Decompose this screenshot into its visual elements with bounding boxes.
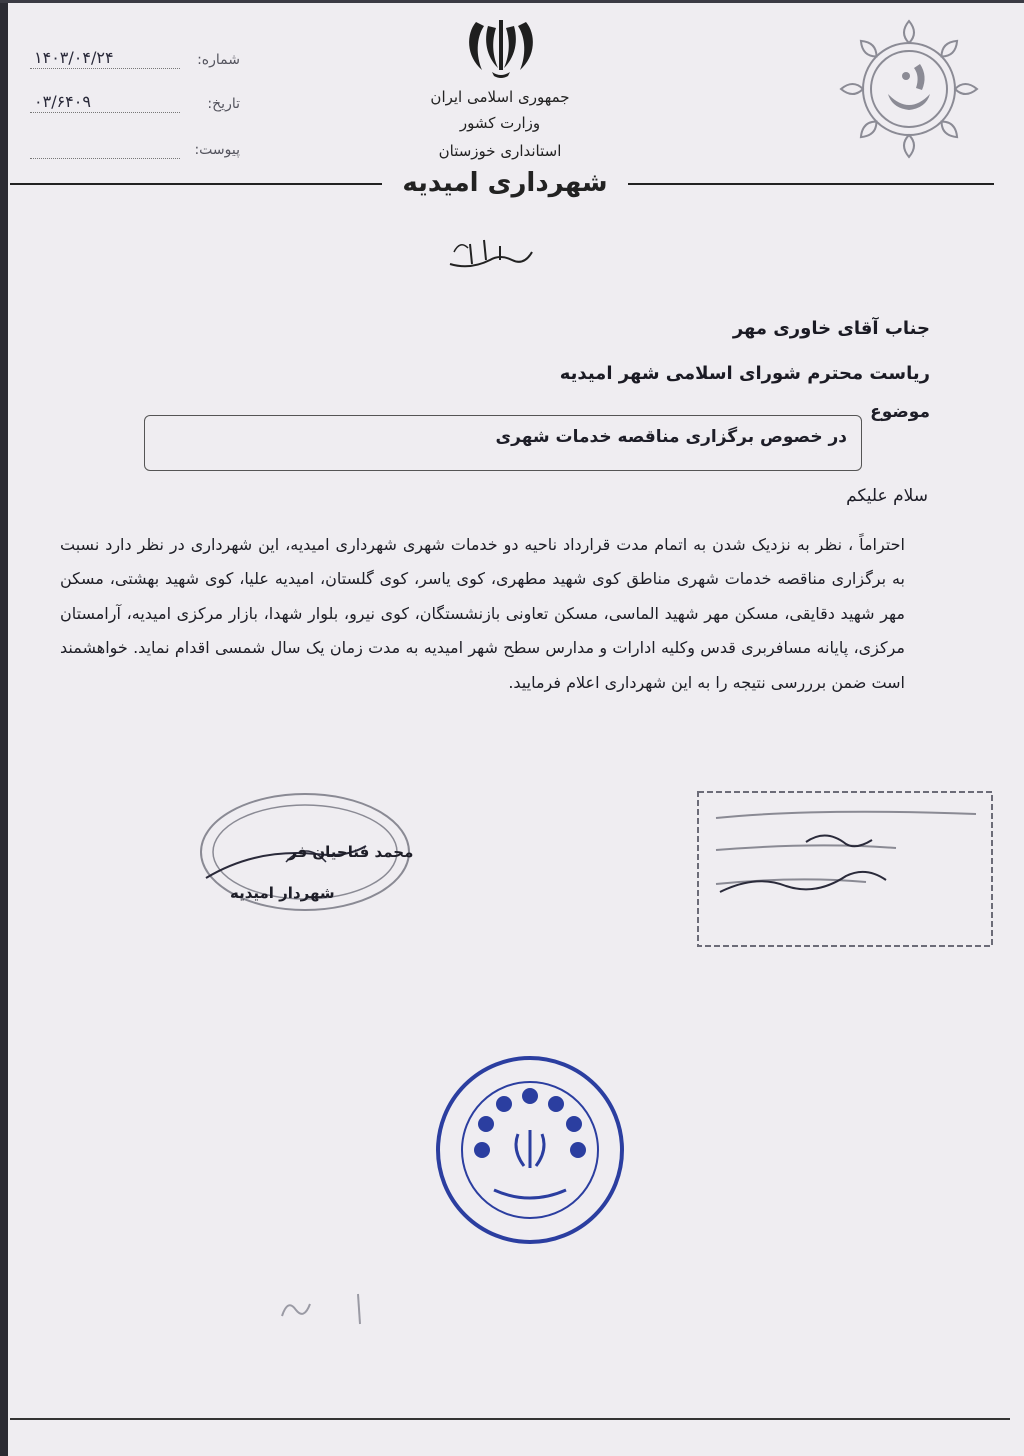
subject-label: موضوع	[870, 402, 930, 422]
city-council-seal	[432, 1050, 628, 1250]
header-rule-right	[628, 183, 994, 185]
subject-box	[144, 415, 862, 471]
dotted-line	[30, 158, 180, 159]
signer-name: محمد فتاحیان فر	[288, 843, 414, 861]
header-ministry: وزارت کشور	[459, 114, 541, 132]
dotted-line	[30, 68, 180, 69]
scan-edge-top	[0, 0, 1024, 3]
scan-edge-left	[0, 0, 8, 1456]
municipality-logo	[836, 16, 982, 162]
header-country: جمهوری اسلامی ایران	[430, 88, 570, 106]
salutation: سلام علیکم	[846, 486, 928, 506]
letter-attachment-field	[20, 142, 240, 164]
letter-body: احتراماً ، نظر به نزدیک شدن به اتمام مدت قرارداد ناحیه دو خدمات شهری شهرداری امیدیه، این شهرداری در نظر دارد نسبت به برگزاری مناقصه خدمات شهری مناطق کوی شهید مطهری، کوی یاسر، کوی گلستان، امیدیه علیا، کوی شهید بهشتی، مسکن مهر شهید دقایقی، مسکن مهر شهید الماسی، مسکن تعاونی بازنشستگان، کوی نیرو، بلوار شهدا، بازار مرکزی امیدیه، آرامستان مرکزی، پایانه مسافربری قدس وکلیه ادارات و مدارس سطح شهر امیدیه به مدت زمان یک سال شمسی اقدام نماید. خواهشمند است ضمن برررسی نتیجه را به این شهرداری اعلام فرمایید.	[60, 535, 905, 692]
iran-emblem-icon	[462, 16, 540, 82]
header-rule-left	[10, 183, 382, 185]
recipient-position: ریاست محترم شورای اسلامی شهر امیدیه	[559, 363, 930, 384]
handwritten-note	[274, 1280, 374, 1330]
letter-date-label: تاریخ:	[207, 96, 240, 112]
letter-number-label: شماره:	[197, 52, 240, 68]
letter-date-field	[20, 92, 240, 118]
letter-number-field	[20, 48, 240, 74]
recipient-name: جناب آقای خاوری مهر	[732, 318, 930, 339]
secretariat-received-stamp	[696, 788, 996, 948]
letter-number-value: ۱۴۰۳/۰۴/۲۴	[34, 48, 114, 67]
footer-rule	[10, 1418, 1010, 1420]
subject-text: در خصوص برگزاری مناقصه خدمات شهری	[495, 427, 847, 447]
bismillah-calligraphy	[440, 230, 540, 280]
signer-title: شهردار امیدیه	[230, 884, 335, 902]
header-province: استانداری خوزستان	[438, 142, 562, 160]
letter-attachment-label: پیوست:	[194, 142, 240, 158]
municipality-title: شهرداری امیدیه	[402, 168, 608, 198]
letter-date-value: ۰۳/۶۴۰۹	[34, 92, 91, 111]
dotted-line	[30, 112, 180, 113]
